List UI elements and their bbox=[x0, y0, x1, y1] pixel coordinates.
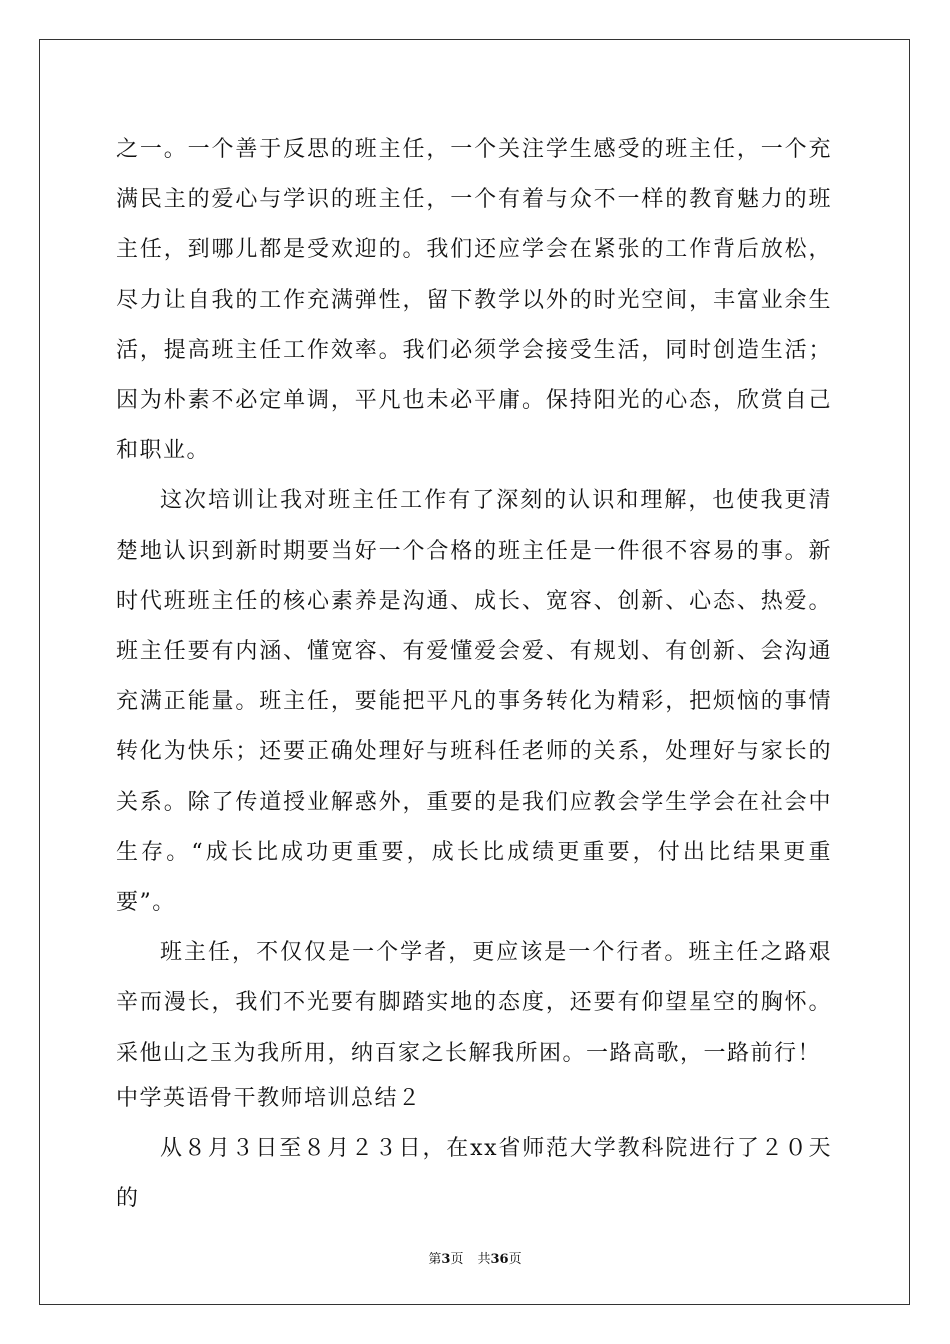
page-footer bbox=[0, 1248, 950, 1267]
document-body bbox=[116, 125, 832, 1224]
total-prefix: 共 bbox=[477, 1252, 491, 1267]
paragraph-section-start: 从８月３日至８月２３日，在xx省师范大学教科院进行了２０天的 bbox=[116, 1135, 832, 1212]
page-prefix: 第 bbox=[428, 1252, 442, 1267]
page-suffix: 页 bbox=[450, 1252, 464, 1267]
paragraph-training-reflection: 这次培训让我对班主任工作有了深刻的认识和理解，也使我更清楚地认识到新时期要当好一个合格的班主任是一件很不容易的事。新时代班班主任的核心素养是沟通、成长、宽容、创新、心态、热爱。班主任要有内涵、懂宽容、有爱懂爱会爱、有规划、有创新、会沟通充满正能量。班主任，要能把平凡的事务转化为精彩，把烦恼的事情转化为快乐；还要正确处理好与班科任老师的关系，处理好与家长的关系。除了传道授业解惑外，重要的是我们应教会学生学会在社会中生存。“成长比成功更重要，成长比成绩更重要，付出比结果更重要”。 bbox=[116, 488, 832, 916]
total-pages: 36 bbox=[490, 1252, 509, 1267]
paragraph-closing: 班主任，不仅仅是一个学者，更应该是一个行者。班主任之路艰辛而漫长，我们不光要有脚踏实地的态度，还要有仰望星空的胸怀。采他山之玉为我所用，纳百家之长解我所困。一路高歌，一路前行！ bbox=[116, 940, 832, 1066]
total-suffix: 页 bbox=[508, 1252, 522, 1267]
page-number: 3 bbox=[441, 1252, 451, 1267]
paragraph-continued: 之一。一个善于反思的班主任，一个关注学生感受的班主任，一个充满民主的爱心与学识的班主任，一个有着与众不一样的教育魅力的班主任，到哪儿都是受欢迎的。我们还应学会在紧张的工作背后放松，尽力让自我的工作充满弹性，留下教学以外的时光空间，丰富业余生活，提高班主任工作效率。我们必须学会接受生活，同时创造生活；因为朴素不必定单调，平凡也未必平庸。保持阳光的心态，欣赏自己和职业。 bbox=[116, 137, 832, 464]
section-heading: 中学英语骨干教师培训总结２ bbox=[116, 1085, 422, 1111]
